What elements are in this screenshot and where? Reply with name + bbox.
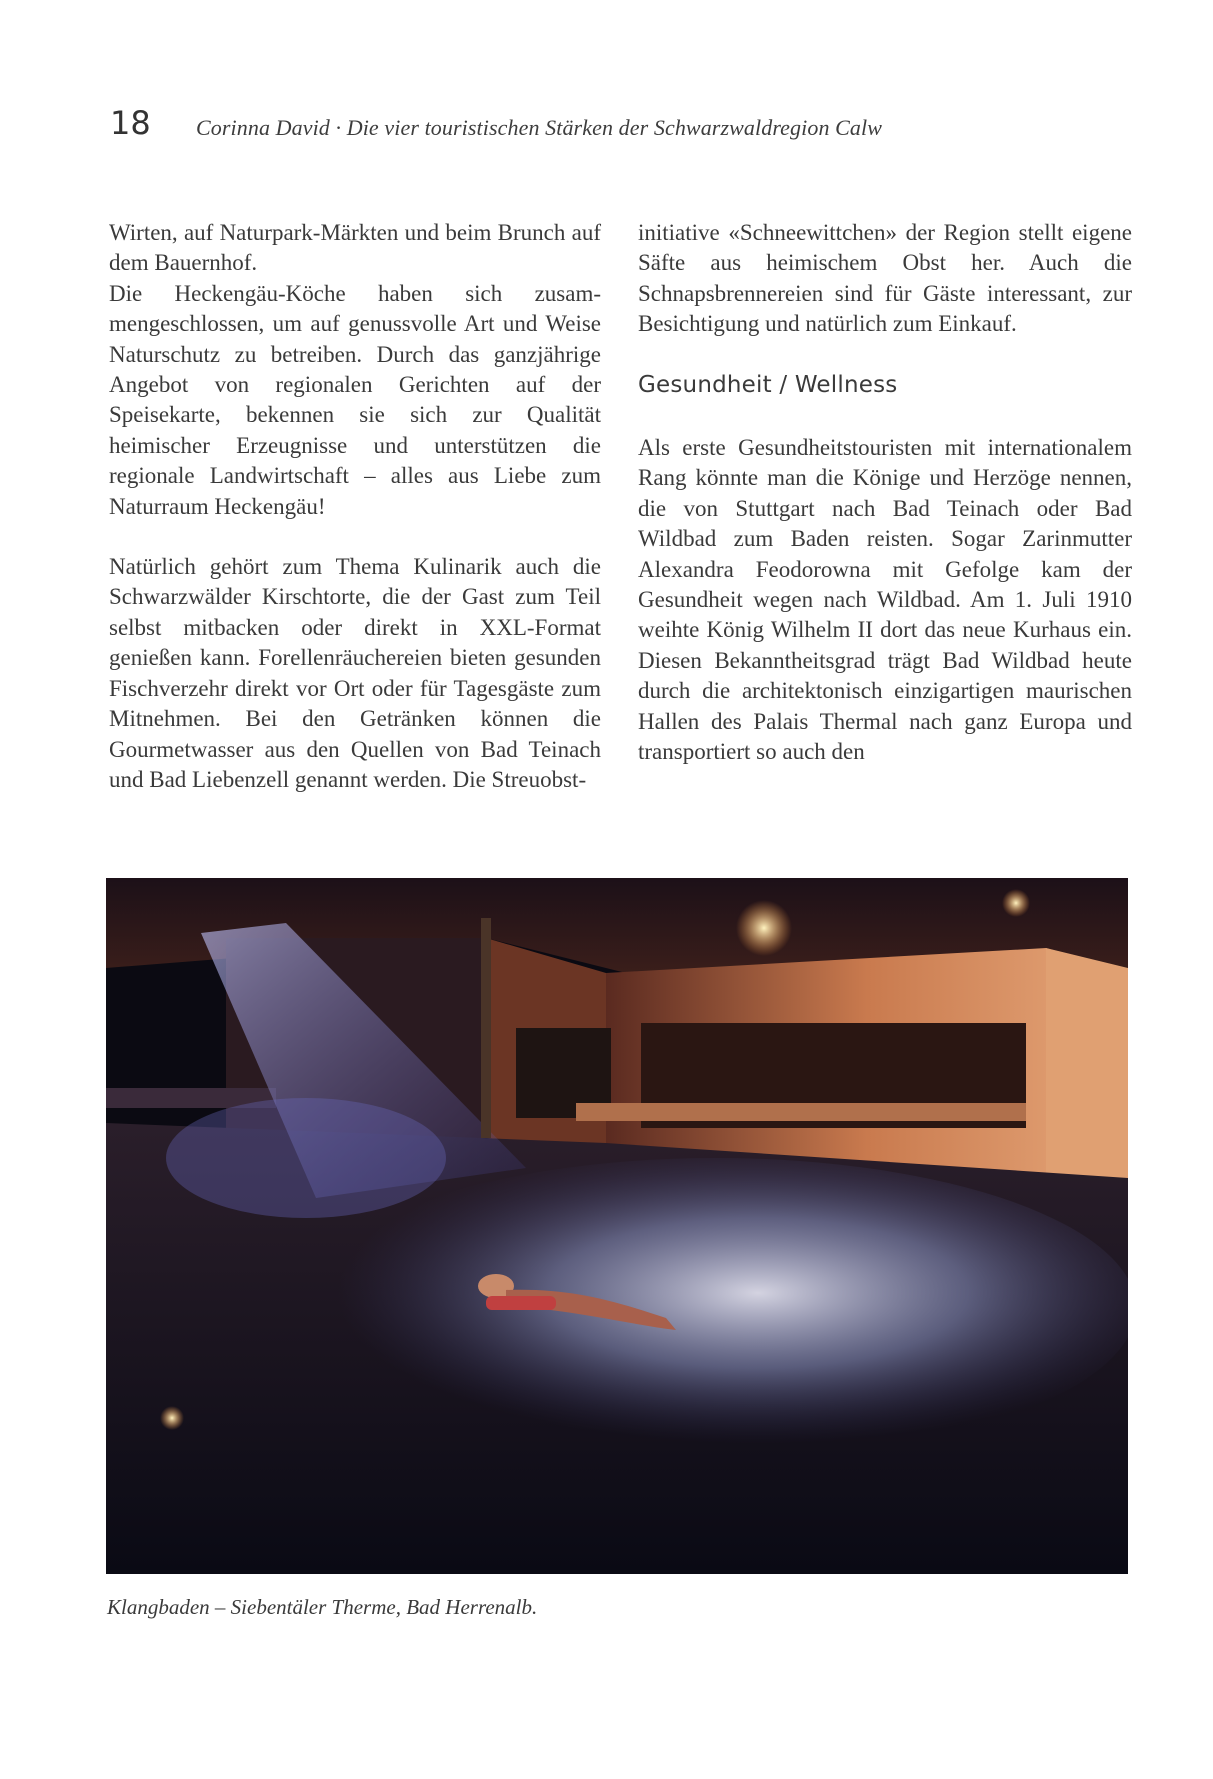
- thermal-pool-photo: [106, 878, 1128, 1574]
- paragraph: Natürlich gehört zum Thema Kulinarik auch die Schwarzwälder Kirschtorte, die der Gast zum Teil selbst mitbacken oder direkt in XXL-Format genießen kann. Forellenräuchereien bieten gesunden Fischverzehr direkt vor Ort oder für Tagesgäste zum Mitnehmen. Bei den Getränken können die Gourmetwasser aus den Quellen von Bad Teinach und Bad Liebenzell genannt werden. Die Streuobst-: [109, 554, 601, 792]
- paragraph: Als erste Gesundheitstouristen mit internationalem Rang könnte man die Könige und Herzöge nennen, die von Stuttgart nach Bad Teinach oder Bad Wildbad zum Baden reisten. Sogar Zarinmutter Alexandra Feodorowna mit Gefolge kam der Gesundheit wegen nach Wildbad. Am 1. Juli 1910 weihte König Wilhelm II dort das neue Kurhaus ein. Diesen Bekanntheitsgrad trägt Bad Wildbad heute durch die architektonisch einzigartigen maurischen Hallen des Palais Thermal nach ganz Europa und transportiert so auch den: [638, 435, 1132, 765]
- page-number: 18: [110, 104, 151, 142]
- running-head: Corinna David · Die vier touristischen Stärken der Schwarzwaldregion Calw: [196, 115, 883, 140]
- paragraph: initiative «Schneewittchen» der Region stellt eigene Säfte aus heimischem Obst her. Auch die Schnapsbrennereien sind für Gäste interessant, zur Besichtigung und natürlich zum Einkauf.: [638, 220, 1132, 337]
- section-heading: Gesundheit / Wellness: [638, 371, 898, 398]
- right-column: [638, 218, 1132, 768]
- left-column: [109, 218, 601, 795]
- paragraph: Die Heckengäu-Köche haben sich zusammengeschlossen, um auf genussvolle Art und Weise Naturschutz zu betreiben. Durch das ganzjährige Angebot von regionalen Gerichten auf der Speisekarte, bekennen sie sich zur Qualität heimischer Erzeugnisse und unterstützen die regionale Landwirtschaft – alles aus Liebe zum Naturraum Heckengäu!: [109, 280, 601, 519]
- figure-caption: Klangbaden – Siebentäler Therme, Bad Herrenalb.: [107, 1595, 538, 1619]
- paragraph: Wirten, auf Naturpark-Märkten und beim Brunch auf dem Bauernhof.: [109, 220, 601, 276]
